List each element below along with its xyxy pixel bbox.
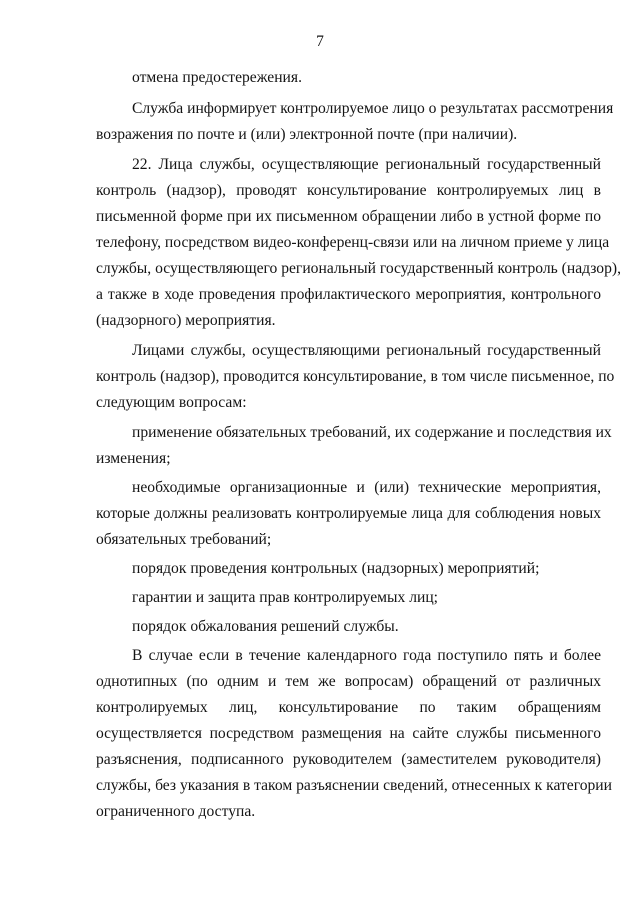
text-line: телефону, посредством видео-конференц-связи или на личном приеме у лица [96,234,610,251]
text-line: контроль (надзор), проводят консультирование контролируемых лиц в [96,182,601,199]
text-line: ограниченного доступа. [96,803,256,820]
text-line: Служба информирует контролируемое лицо о результатах рассмотрения [132,100,614,117]
page-number: 7 [316,33,324,50]
text-line: порядок проведения контрольных (надзорных) мероприятий; [132,560,540,577]
text-line: изменения; [96,450,171,467]
text-line: (надзорного) мероприятия. [96,312,276,329]
text-line: осуществляется посредством размещения на сайте службы письменного [96,725,601,742]
text-line: 22. Лица службы, осуществляющие региональный государственный [132,156,601,173]
text-line: следующим вопросам: [96,394,247,411]
text-line: гарантии и защита прав контролируемых лиц; [132,589,439,606]
text-line: Лицами службы, осуществляющими региональный государственный [132,342,601,359]
text-line: В случае если в течение календарного года поступило пять и более [132,647,601,664]
text-line: письменной форме при их письменном обращении либо в устной форме по [96,208,601,225]
text-line: однотипных (по одним и тем же вопросам) обращений от различных [96,673,601,690]
text-line: обязательных требований; [96,531,272,548]
text-line: порядок обжалования решений службы. [132,618,399,635]
text-line: применение обязательных требований, их содержание и последствия их [132,424,612,441]
text-line: контроль (надзор), проводится консультирование, в том числе письменное, по [96,368,615,385]
text-line: службы, осуществляющего региональный государственный контроль (надзор), [96,260,621,277]
text-line: контролируемых лиц, консультирование по таким обращениям [96,699,601,716]
text-line: отмена предостережения. [132,69,302,86]
text-line: необходимые организационные и (или) технические мероприятия, [132,479,601,496]
text-line: разъяснения, подписанного руководителем (заместителем руководителя) [96,751,601,768]
text-line: возражения по почте и (или) электронной почте (при наличии). [96,126,518,143]
text-line: службы, без указания в таком разъяснении сведений, отнесенных к категории [96,777,612,794]
text-line: а также в ходе проведения профилактического мероприятия, контрольного [96,286,601,303]
text-line: которые должны реализовать контролируемые лица для соблюдения новых [96,505,601,522]
